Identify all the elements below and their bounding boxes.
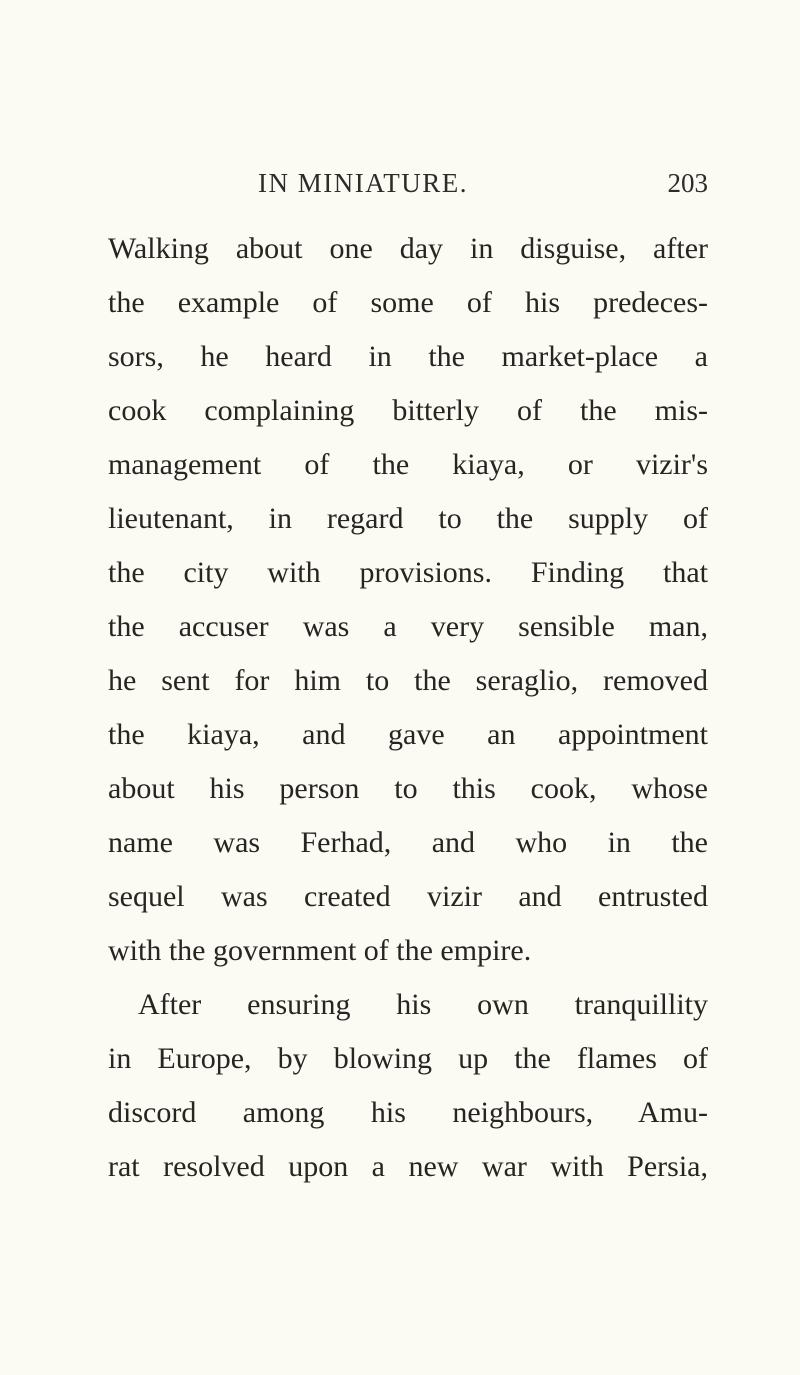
text-line: with the government of the empire. [108, 934, 532, 967]
text-line: management of the kiaya, or vizir's [108, 448, 708, 481]
text-line: about his person to this cook, whose [108, 772, 708, 805]
text-line: sequel was created vizir and entrusted [108, 880, 708, 913]
text-line: rat resolved upon a new war with Persia, [108, 1150, 708, 1183]
text-line: Walking about one day in disguise, after [108, 232, 708, 265]
text-line: in Europe, by blowing up the flames of [108, 1042, 708, 1075]
text-line: the city with provisions. Finding that [108, 556, 708, 589]
text-line: cook complaining bitterly of the mis- [108, 394, 708, 427]
text-line: lieutenant, in regard to the supply of [108, 502, 708, 535]
text-line: After ensuring his own tranquillity [138, 988, 708, 1021]
paragraph-1 [108, 222, 708, 978]
text-line: the example of some of his predeces- [108, 286, 708, 319]
running-title: IN MINIATURE. [258, 168, 468, 198]
paragraph-2 [108, 978, 708, 1194]
text-line: the accuser was a very sensible man, [108, 610, 708, 643]
text-line: discord among his neighbours, Amu- [108, 1096, 708, 1129]
page-number: 203 [667, 168, 708, 198]
body-text [108, 222, 708, 1194]
running-head [108, 168, 708, 208]
text-line: name was Ferhad, and who in the [108, 826, 708, 859]
text-line: he sent for him to the seraglio, removed [108, 664, 708, 697]
text-line: the kiaya, and gave an appointment [108, 718, 708, 751]
text-line: sors, he heard in the market-place a [108, 340, 708, 373]
